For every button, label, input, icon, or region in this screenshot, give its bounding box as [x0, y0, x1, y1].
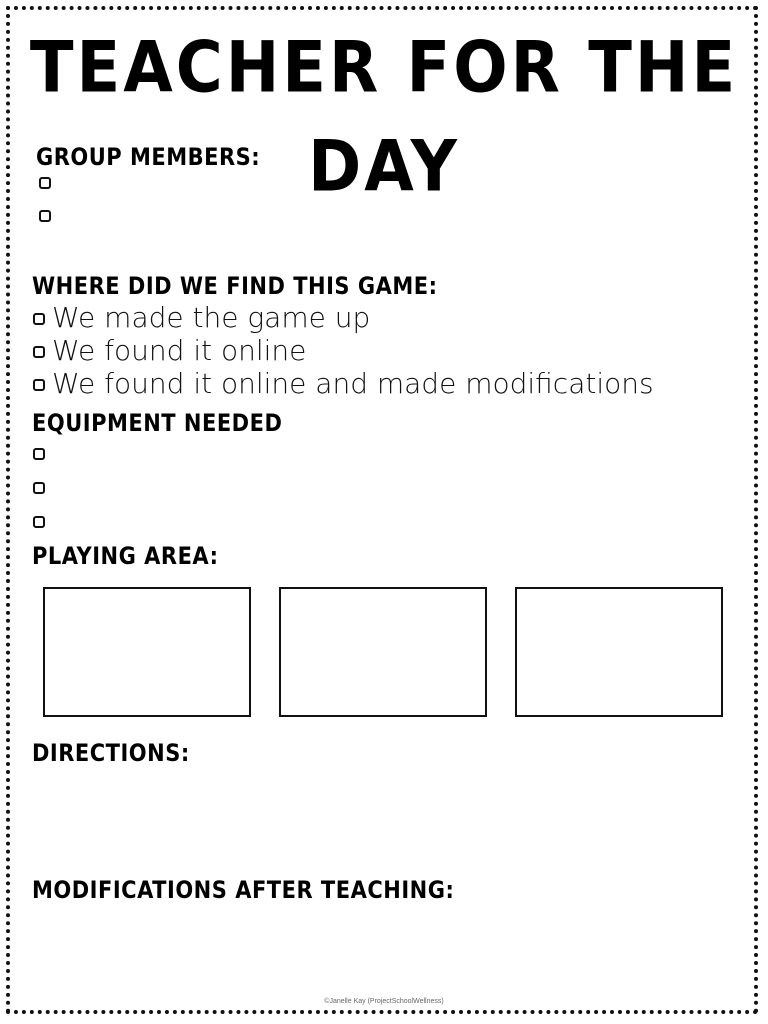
playing-area-heading: PLAYING AREA:: [32, 542, 219, 570]
game-source-heading: WHERE DID WE FIND THIS GAME:: [32, 272, 438, 300]
option-found-online-modified: We found it online and made modifications: [52, 367, 654, 400]
copyright-footer: ©Janelle Kay (ProjectSchoolWellness): [324, 998, 444, 1005]
equipment-heading: EQUIPMENT NEEDED: [32, 409, 283, 437]
playing-area-box-3[interactable]: [515, 587, 723, 717]
group-member-checkbox-2[interactable]: [39, 210, 51, 222]
group-members-heading: GROUP MEMBERS:: [36, 143, 261, 171]
option-made-up: We made the game up: [52, 301, 371, 334]
equipment-checkbox-3[interactable]: [33, 516, 45, 528]
modifications-heading: MODIFICATIONS AFTER TEACHING:: [32, 876, 455, 904]
option-checkbox-2[interactable]: [33, 346, 45, 358]
equipment-checkbox-2[interactable]: [33, 482, 45, 494]
playing-area-box-1[interactable]: [43, 587, 251, 717]
group-member-checkbox-1[interactable]: [39, 177, 51, 189]
option-found-online: We found it online: [52, 334, 307, 367]
playing-area-box-2[interactable]: [279, 587, 487, 717]
option-checkbox-3[interactable]: [33, 379, 45, 391]
page-title: TEACHER FOR THE DAY: [29, 27, 739, 209]
equipment-checkbox-1[interactable]: [33, 448, 45, 460]
directions-heading: DIRECTIONS:: [32, 739, 190, 767]
option-checkbox-1[interactable]: [33, 313, 45, 325]
